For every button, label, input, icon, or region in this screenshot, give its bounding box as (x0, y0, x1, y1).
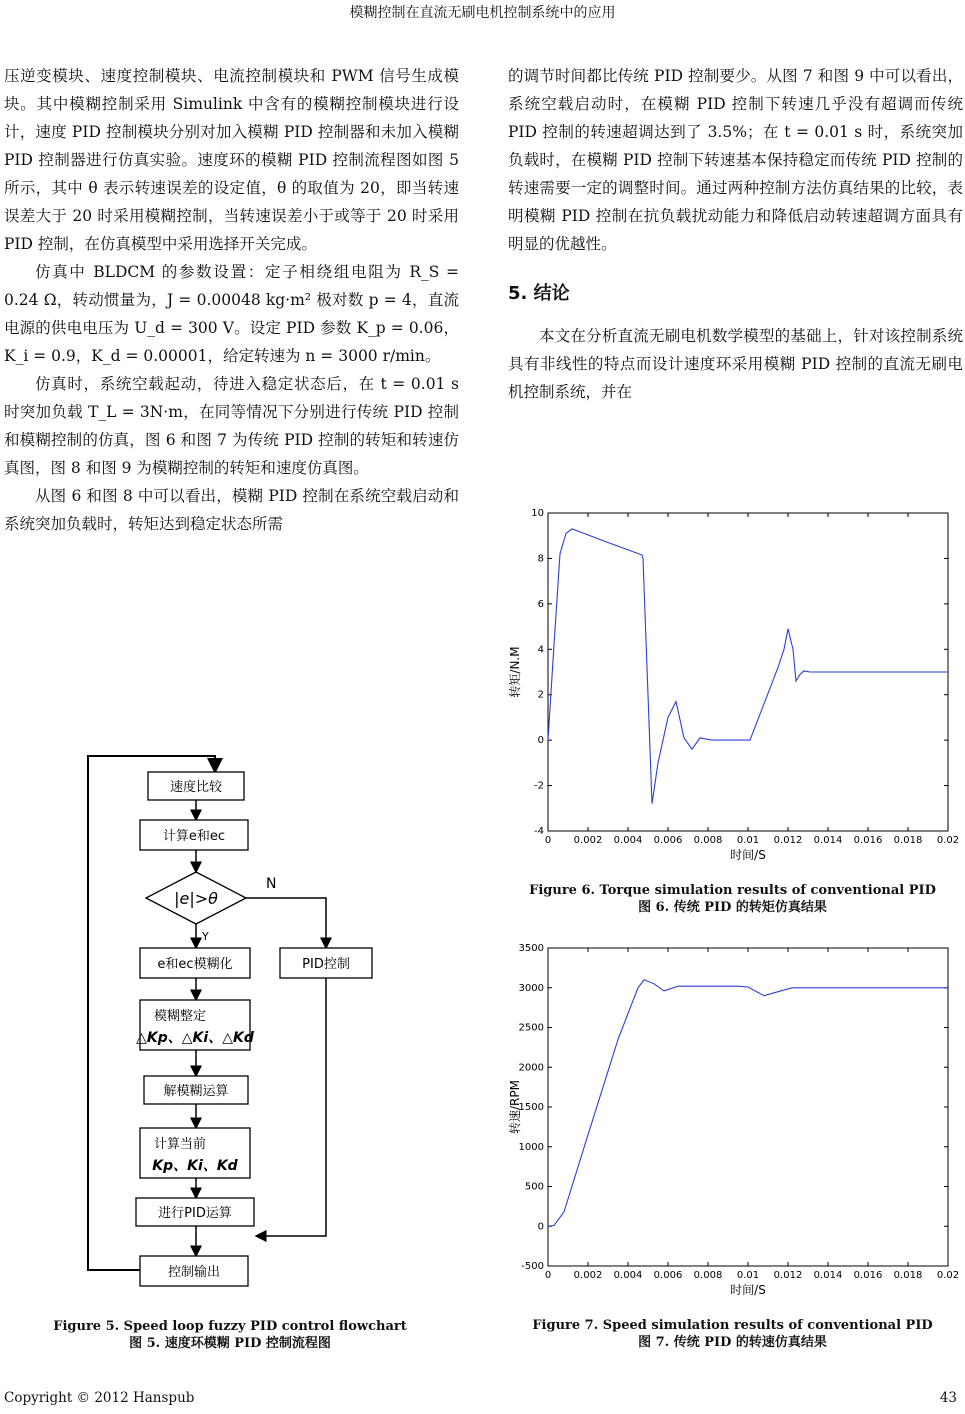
running-header: 模糊控制在直流无刷电机控制系统中的应用 (349, 5, 616, 21)
node-label: 解模糊运算 (163, 1084, 229, 1099)
x-tick-label: 0 (544, 1270, 552, 1281)
x-tick-label: 0.02 (936, 1270, 960, 1281)
figure5-caption (10, 1318, 450, 1352)
y-tick-label: -500 (521, 1261, 544, 1272)
y-tick-label: 2 (537, 689, 544, 701)
x-tick-label: 0.014 (813, 835, 843, 846)
y-tick-label: 1000 (518, 1141, 544, 1153)
caption-en: Figure 5. Speed loop fuzzy PID control flowchart (53, 1319, 407, 1334)
caption-cn: 图 7. 传统 PID 的转速仿真结果 (638, 1335, 827, 1350)
x-tick-label: 0.012 (773, 1270, 803, 1281)
y-tick-label: 4 (537, 644, 544, 656)
caption-cn: 图 6. 传统 PID 的转矩仿真结果 (638, 900, 827, 915)
x-tick-label: 0.008 (693, 835, 723, 846)
y-tick-label: 10 (531, 508, 544, 519)
node-label: 速度比较 (169, 780, 223, 795)
footer-page-number: 43 (939, 1390, 957, 1406)
left-column (4, 62, 459, 538)
x-tick-label: 0.01 (736, 1270, 760, 1281)
node-label: Kp、Ki、Kd (152, 1158, 238, 1174)
y-tick-label: 3500 (518, 943, 544, 954)
figure6-caption (505, 882, 960, 916)
y-tick-label: 0 (537, 1221, 544, 1233)
flowchart-figure5 (80, 748, 400, 1298)
y-tick-label: 3000 (518, 982, 544, 994)
paragraph: 仿真中 BLDCM 的参数设置：定子相绕组电阻为 R_S = 0.24 Ω，转动惯量为，J = 0.00048 kg·m² 极对数 p = 4，直流电源的供电电压为 U_d = 300 V。设定 PID 参数 K_p = 0.06，K_i = 0.9，K_d = 0.00001，给定转速为 n = 3000 r/min。 (4, 263, 459, 365)
caption-cn: 图 5. 速度环模糊 PID 控制流程图 (129, 1336, 331, 1351)
x-tick-label: 0.014 (813, 1270, 843, 1281)
node-label: e和ec模糊化 (157, 957, 233, 972)
y-axis-label: 转矩/N.M (508, 646, 522, 698)
x-tick-label: 0 (544, 835, 552, 846)
branch-label-n: N (266, 876, 277, 892)
decision-label: |e|>θ (174, 889, 218, 908)
node-label: 计算e和ec (162, 829, 226, 844)
x-tick-label: 0.006 (653, 835, 683, 846)
y-axis-label: 转速/RPM (508, 1080, 522, 1134)
x-tick-label: 0.016 (853, 1270, 883, 1281)
section-heading: 5. 结论 (508, 283, 570, 304)
node-label: 控制输出 (167, 1265, 221, 1280)
caption-en: Figure 7. Speed simulation results of conventional PID (532, 1318, 933, 1333)
x-tick-label: 0.012 (773, 835, 803, 846)
node-label: △Kp、△Ki、△Kd (136, 1030, 254, 1046)
node-label: PID控制 (302, 957, 350, 972)
y-tick-label: 6 (537, 598, 544, 610)
y-tick-label: 0 (537, 735, 544, 747)
paragraph: 的调节时间都比传统 PID 控制要少。从图 7 和图 9 中可以看出，系统空载启动时，在模糊 PID 控制下转速几乎没有超调而传统 PID 控制的转速超调达到了 3.5%；在 t = 0.01 s 时，系统突加负载时，在模糊 PID 控制下转速基本保持稳定而传统 PID 控制的转速需要一定的调整时间。通过两种控制方法仿真结果的比较，表明模糊 PID 控制在抗负载扰动能力和降低启动转速超调方面具有明显的优越性。 (508, 67, 963, 253)
paragraph: 从图 6 和图 8 中可以看出，模糊 PID 控制在系统空载启动和系统突加负载时，转矩达到稳定状态所需 (4, 487, 459, 533)
node-label: 进行PID运算 (158, 1206, 232, 1221)
x-tick-label: 0.008 (693, 1270, 723, 1281)
footer-copyright: Copyright © 2012 Hanspub (4, 1390, 195, 1406)
x-tick-label: 0.016 (853, 835, 883, 846)
paragraph: 本文在分析直流无刷电机数学模型的基础上，针对该控制系统具有非线性的特点而设计速度环采用模糊 PID 控制的直流无刷电机控制系统，并在 (508, 327, 963, 401)
x-axis-label: 时间/S (730, 848, 766, 862)
node-label: 计算当前 (154, 1137, 207, 1152)
y-tick-label: 8 (537, 553, 544, 565)
x-tick-label: 0.002 (573, 1270, 603, 1281)
x-tick-label: 0.004 (613, 1270, 643, 1281)
plot-frame (548, 948, 948, 1266)
y-tick-label: -4 (534, 826, 544, 837)
x-axis-label: 时间/S (730, 1283, 766, 1297)
y-tick-label: 1500 (518, 1102, 544, 1113)
x-tick-label: 0.002 (573, 835, 603, 846)
x-tick-label: 0.018 (893, 1270, 923, 1281)
y-tick-label: 2500 (518, 1022, 544, 1034)
x-tick-label: 0.004 (613, 835, 643, 846)
paragraph: 压逆变模块、速度控制模块、电流控制模块和 PWM 信号生成模块。其中模糊控制采用 Simulink 中含有的模糊控制模块进行设计，速度 PID 控制模块分别对加入模糊 PID 控制器和未加入模糊 PID 控制器进行仿真实验。速度环的模糊 PID 控制流程图如图 5 所示，其中 θ 表示转速误差的设定值，θ 的取值为 20，即当转速误差大于 20 时采用模糊控制，当转速误差小于或等于 20 时采用 PID 控制，在仿真模型中采用选择开关完成。 (4, 67, 459, 253)
x-tick-label: 0.018 (893, 835, 923, 846)
y-tick-label: 2000 (518, 1062, 544, 1074)
right-column (508, 62, 963, 406)
node-label: 模糊整定 (154, 1009, 207, 1024)
x-tick-label: 0.006 (653, 1270, 683, 1281)
paragraph: 仿真时，系统空载起动，待进入稳定状态后，在 t = 0.01 s 时突加负载 T_L = 3N·m，在同等情况下分别进行传统 PID 控制和模糊控制的仿真，图 6 和图 7 为传统 PID 控制的转矩和转速仿真图，图 8 和图 9 为模糊控制的转矩和速度仿真图。 (4, 375, 459, 477)
figure7-caption (505, 1317, 960, 1351)
branch-label-y: Y (202, 930, 209, 943)
torque-chart (505, 505, 960, 875)
speed-chart (505, 940, 960, 1310)
caption-en: Figure 6. Torque simulation results of conventional PID (529, 883, 936, 898)
x-tick-label: 0.02 (936, 835, 960, 846)
y-tick-label: -2 (534, 780, 544, 792)
x-tick-label: 0.01 (736, 835, 760, 846)
y-tick-label: 500 (524, 1181, 544, 1193)
